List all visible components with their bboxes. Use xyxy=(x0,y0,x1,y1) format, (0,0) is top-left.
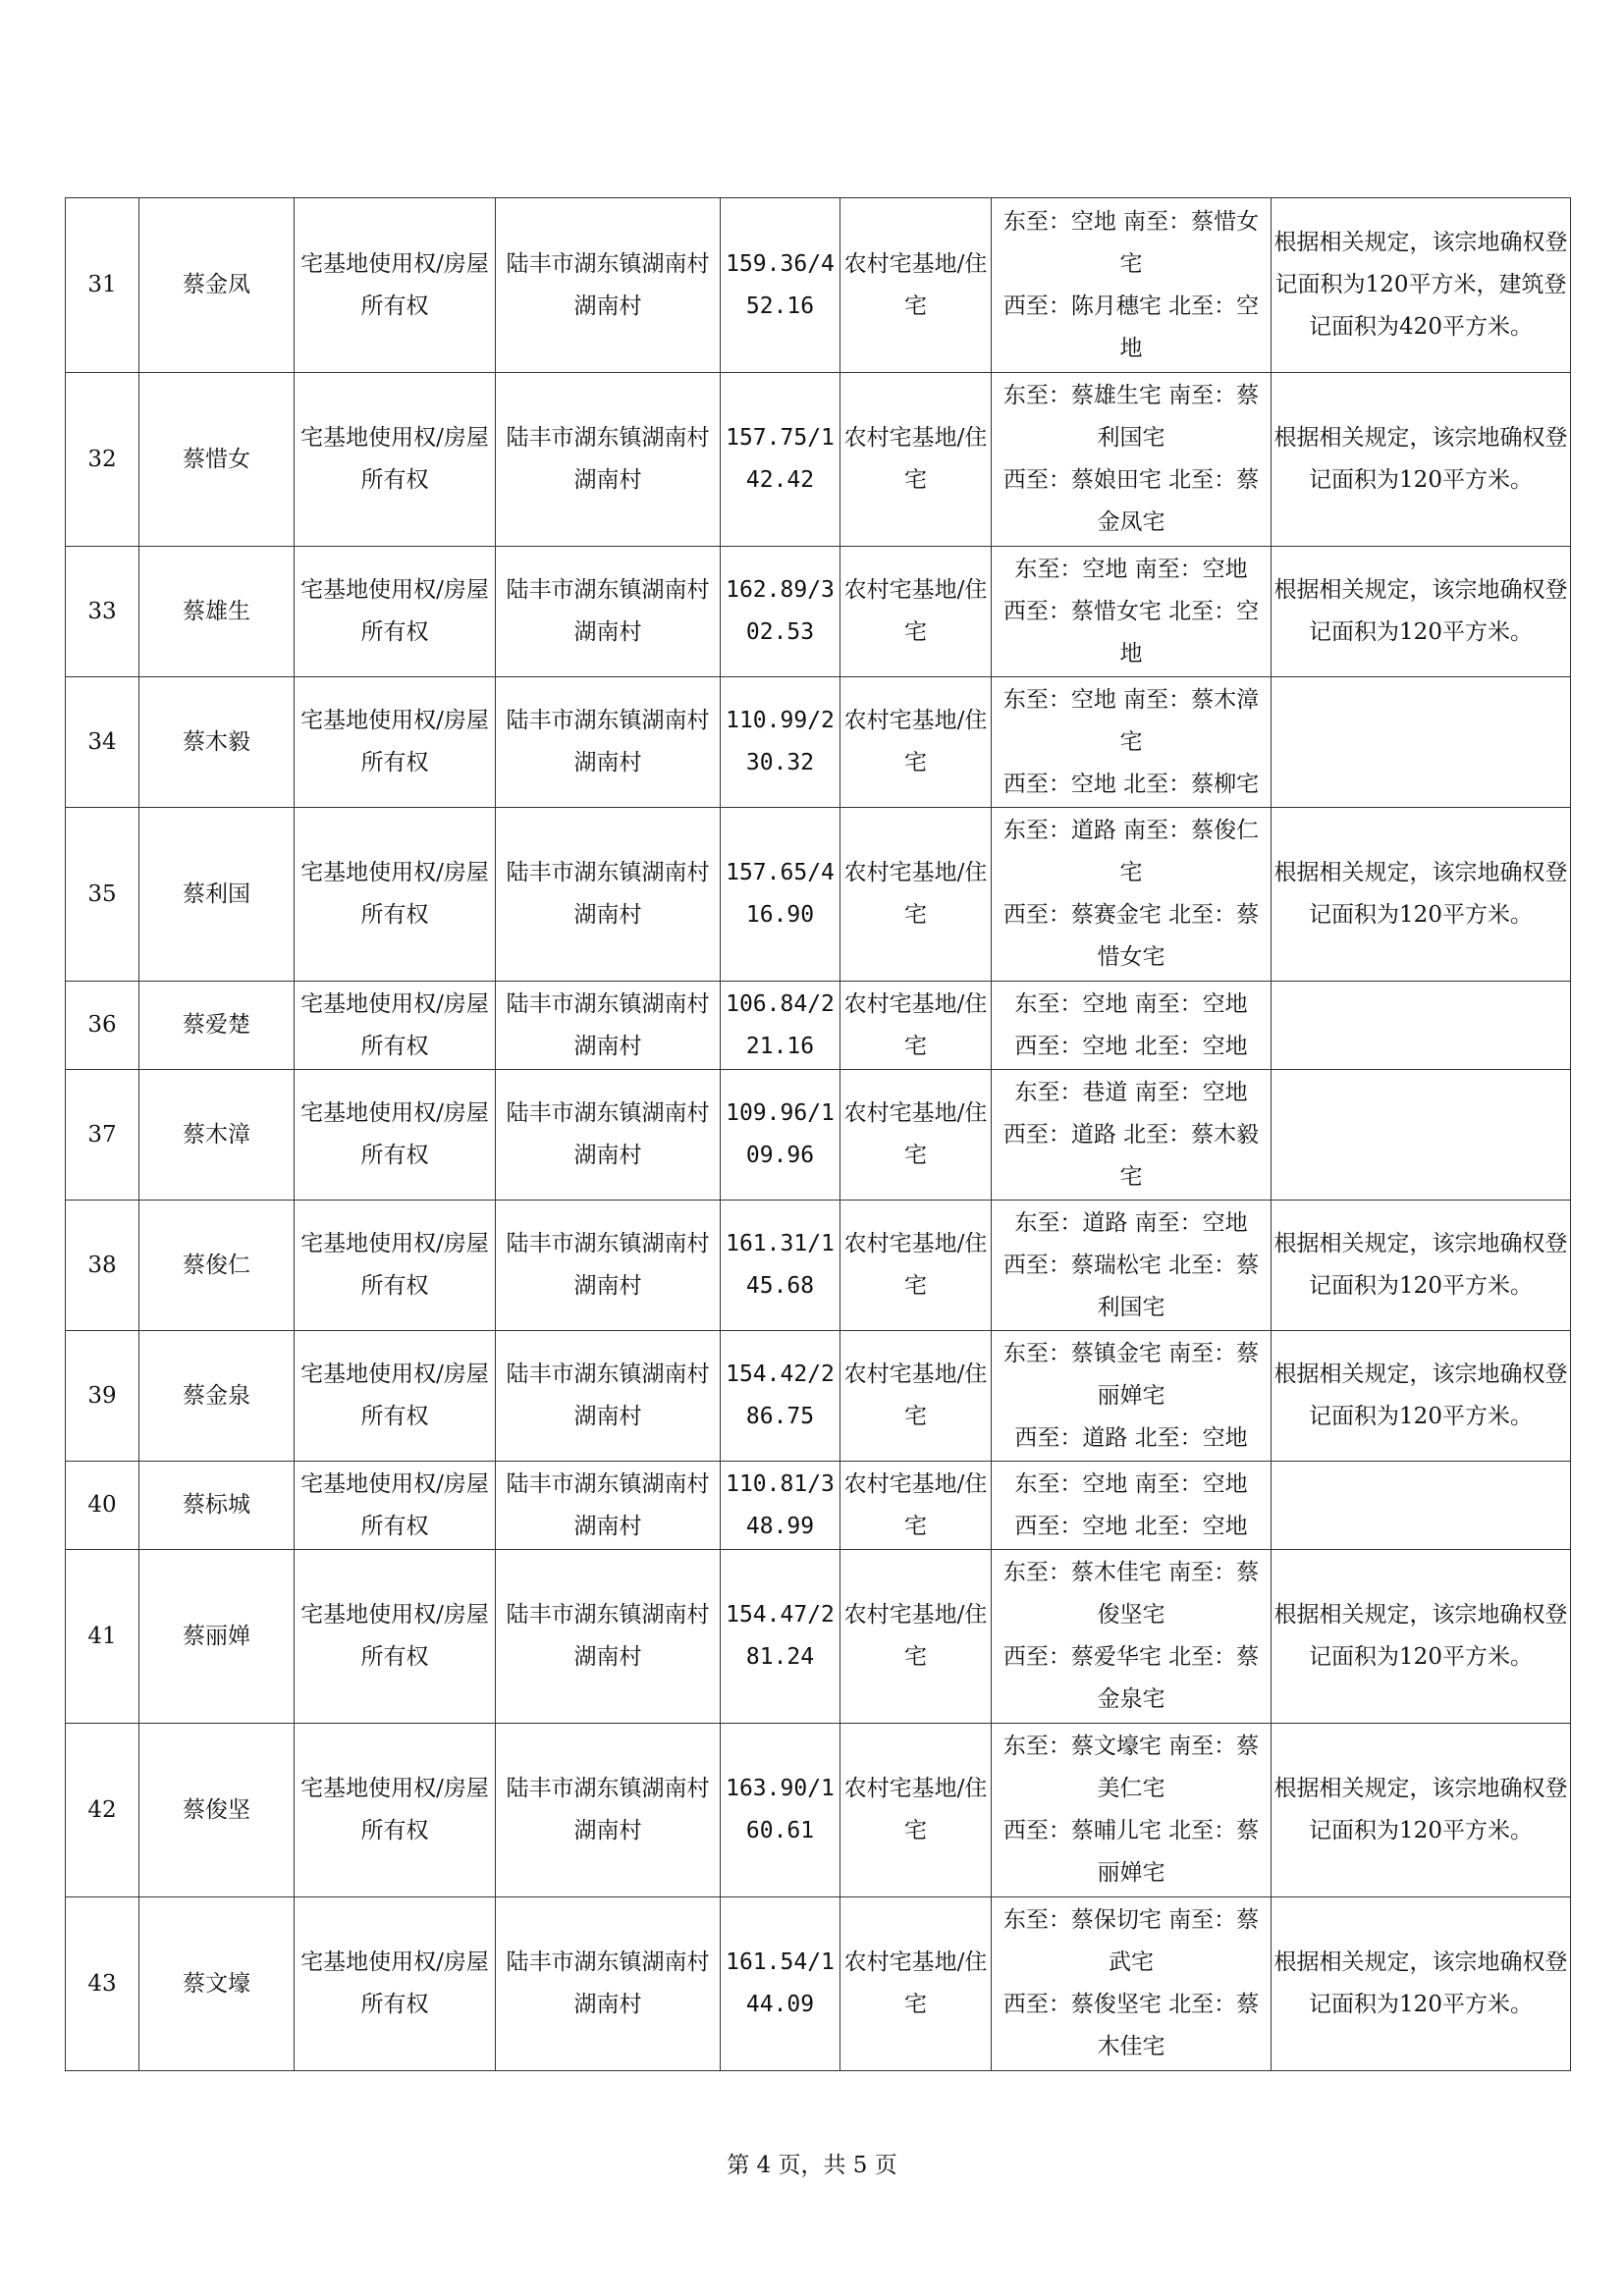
boundary-line: 西至：道路 北至：空地 xyxy=(1014,1424,1248,1451)
area-value: 161.31/145.68 xyxy=(721,1201,840,1331)
remark: 根据相关规定，该宗地确权登记面积为120平方米。 xyxy=(1272,1897,1571,2071)
right-type: 宅基地使用权/房屋所有权 xyxy=(295,982,496,1070)
boundaries xyxy=(992,1550,1272,1724)
land-usage: 农村宅基地/住宅 xyxy=(840,1550,992,1724)
table-row xyxy=(66,198,1571,373)
table-row xyxy=(66,808,1571,982)
area-value: 157.65/416.90 xyxy=(721,808,840,982)
boundary-line: 东至：空地 南至：空地 xyxy=(1014,556,1248,582)
area-value: 109.96/109.96 xyxy=(721,1070,840,1201)
owner-name: 蔡木漳 xyxy=(139,1070,295,1201)
boundaries xyxy=(992,677,1272,808)
boundary-line: 东至：蔡木佳宅 南至：蔡俊坚宅 xyxy=(1002,1560,1260,1628)
boundary-line: 东至：空地 南至：空地 xyxy=(1014,990,1248,1017)
location: 陆丰市湖东镇湖南村湖南村 xyxy=(496,1331,721,1462)
land-usage: 农村宅基地/住宅 xyxy=(840,198,992,373)
land-usage: 农村宅基地/住宅 xyxy=(840,808,992,982)
boundary-line: 西至：蔡爱华宅 北至：蔡金泉宅 xyxy=(1002,1644,1260,1712)
location: 陆丰市湖东镇湖南村湖南村 xyxy=(496,198,721,373)
owner-name: 蔡俊仁 xyxy=(139,1201,295,1331)
area-value: 106.84/221.16 xyxy=(721,982,840,1070)
location: 陆丰市湖东镇湖南村湖南村 xyxy=(496,1897,721,2071)
owner-name: 蔡木毅 xyxy=(139,677,295,808)
row-number: 36 xyxy=(66,982,139,1070)
owner-name: 蔡文壕 xyxy=(139,1897,295,2071)
area-value: 154.42/286.75 xyxy=(721,1331,840,1462)
right-type: 宅基地使用权/房屋所有权 xyxy=(295,1550,496,1724)
land-usage: 农村宅基地/住宅 xyxy=(840,677,992,808)
boundary-line: 西至：蔡俊坚宅 北至：蔡木佳宅 xyxy=(1002,1992,1260,2059)
location: 陆丰市湖东镇湖南村湖南村 xyxy=(496,1201,721,1331)
owner-name: 蔡金凤 xyxy=(139,198,295,373)
boundary-line: 西至：空地 北至：蔡柳宅 xyxy=(1002,771,1260,797)
land-usage: 农村宅基地/住宅 xyxy=(840,1724,992,1897)
area-value: 161.54/144.09 xyxy=(721,1897,840,2071)
right-type: 宅基地使用权/房屋所有权 xyxy=(295,373,496,547)
right-type: 宅基地使用权/房屋所有权 xyxy=(295,198,496,373)
row-number: 35 xyxy=(66,808,139,982)
boundary-line: 东至：道路 南至：蔡俊仁宅 xyxy=(1002,818,1260,885)
land-usage: 农村宅基地/住宅 xyxy=(840,1070,992,1201)
table-row xyxy=(66,373,1571,547)
land-usage: 农村宅基地/住宅 xyxy=(840,1331,992,1462)
boundaries xyxy=(992,547,1272,677)
boundary-line: 东至：巷道 南至：空地 xyxy=(1014,1079,1248,1105)
right-type: 宅基地使用权/房屋所有权 xyxy=(295,1724,496,1897)
boundary-line: 东至：蔡镇金宅 南至：蔡丽婵宅 xyxy=(1002,1340,1260,1409)
table-row xyxy=(66,1201,1571,1331)
boundary-line: 西至：蔡惜女宅 北至：空地 xyxy=(1002,598,1260,667)
boundaries xyxy=(992,1724,1272,1897)
remark: 根据相关规定，该宗地确权登记面积为120平方米。 xyxy=(1272,373,1571,547)
boundary-line: 东至：道路 南至：空地 xyxy=(1014,1209,1248,1236)
remark xyxy=(1272,677,1571,808)
location: 陆丰市湖东镇湖南村湖南村 xyxy=(496,808,721,982)
area-value: 162.89/302.53 xyxy=(721,547,840,677)
table-row xyxy=(66,1897,1571,2071)
remark xyxy=(1272,982,1571,1070)
remark: 根据相关规定，该宗地确权登记面积为120平方米。 xyxy=(1272,1201,1571,1331)
right-type: 宅基地使用权/房屋所有权 xyxy=(295,547,496,677)
area-value: 110.99/230.32 xyxy=(721,677,840,808)
remark xyxy=(1272,1070,1571,1201)
right-type: 宅基地使用权/房屋所有权 xyxy=(295,1462,496,1550)
land-usage: 农村宅基地/住宅 xyxy=(840,982,992,1070)
boundaries xyxy=(992,1897,1272,2071)
boundaries xyxy=(992,808,1272,982)
area-value: 110.81/348.99 xyxy=(721,1462,840,1550)
remark: 根据相关规定，该宗地确权登记面积为120平方米。 xyxy=(1272,1724,1571,1897)
row-number: 37 xyxy=(66,1070,139,1201)
table-row xyxy=(66,1550,1571,1724)
location: 陆丰市湖东镇湖南村湖南村 xyxy=(496,1070,721,1201)
boundary-line: 东至：蔡文壕宅 南至：蔡美仁宅 xyxy=(1002,1734,1260,1801)
location: 陆丰市湖东镇湖南村湖南村 xyxy=(496,547,721,677)
row-number: 40 xyxy=(66,1462,139,1550)
table-row xyxy=(66,547,1571,677)
table-row xyxy=(66,982,1571,1070)
owner-name: 蔡爱楚 xyxy=(139,982,295,1070)
area-value: 163.90/160.61 xyxy=(721,1724,840,1897)
row-number: 42 xyxy=(66,1724,139,1897)
row-number: 41 xyxy=(66,1550,139,1724)
owner-name: 蔡标城 xyxy=(139,1462,295,1550)
owner-name: 蔡利国 xyxy=(139,808,295,982)
land-usage: 农村宅基地/住宅 xyxy=(840,547,992,677)
owner-name: 蔡惜女 xyxy=(139,373,295,547)
boundaries xyxy=(992,1462,1272,1550)
table-row xyxy=(66,677,1571,808)
boundaries xyxy=(992,373,1272,547)
remark: 根据相关规定，该宗地确权登记面积为120平方米，建筑登记面积为420平方米。 xyxy=(1272,198,1571,373)
owner-name: 蔡丽婵 xyxy=(139,1550,295,1724)
land-usage: 农村宅基地/住宅 xyxy=(840,373,992,547)
row-number: 31 xyxy=(66,198,139,373)
right-type: 宅基地使用权/房屋所有权 xyxy=(295,1331,496,1462)
right-type: 宅基地使用权/房屋所有权 xyxy=(295,1070,496,1201)
boundary-line: 东至：蔡雄生宅 南至：蔡利国宅 xyxy=(1002,383,1260,451)
location: 陆丰市湖东镇湖南村湖南村 xyxy=(496,373,721,547)
boundaries xyxy=(992,982,1272,1070)
location: 陆丰市湖东镇湖南村湖南村 xyxy=(496,1550,721,1724)
boundary-line: 西至：蔡瑞松宅 北至：蔡利国宅 xyxy=(1002,1252,1260,1320)
owner-name: 蔡雄生 xyxy=(139,547,295,677)
location: 陆丰市湖东镇湖南村湖南村 xyxy=(496,1724,721,1897)
boundary-line: 东至：蔡保切宅 南至：蔡武宅 xyxy=(1002,1907,1260,1975)
boundary-line: 西至：空地 北至：空地 xyxy=(1014,1513,1248,1539)
right-type: 宅基地使用权/房屋所有权 xyxy=(295,1897,496,2071)
owner-name: 蔡金泉 xyxy=(139,1331,295,1462)
boundary-line: 西至：道路 北至：蔡木毅宅 xyxy=(1002,1121,1260,1190)
area-value: 159.36/452.16 xyxy=(721,198,840,373)
table-row xyxy=(66,1724,1571,1897)
table-row xyxy=(66,1331,1571,1462)
land-usage: 农村宅基地/住宅 xyxy=(840,1897,992,2071)
boundaries xyxy=(992,1070,1272,1201)
boundary-line: 西至：蔡晡儿宅 北至：蔡丽婵宅 xyxy=(1002,1818,1260,1886)
remark: 根据相关规定，该宗地确权登记面积为120平方米。 xyxy=(1272,547,1571,677)
boundary-line: 东至：空地 南至：空地 xyxy=(1014,1470,1248,1497)
row-number: 39 xyxy=(66,1331,139,1462)
remark: 根据相关规定，该宗地确权登记面积为120平方米。 xyxy=(1272,808,1571,982)
boundary-line: 西至：陈月穗宅 北至：空地 xyxy=(1002,293,1260,361)
row-number: 34 xyxy=(66,677,139,808)
land-usage: 农村宅基地/住宅 xyxy=(840,1201,992,1331)
boundary-line: 西至：蔡赛金宅 北至：蔡惜女宅 xyxy=(1002,902,1260,970)
row-number: 43 xyxy=(66,1897,139,2071)
remark: 根据相关规定，该宗地确权登记面积为120平方米。 xyxy=(1272,1331,1571,1462)
area-value: 157.75/142.42 xyxy=(721,373,840,547)
row-number: 38 xyxy=(66,1201,139,1331)
row-number: 33 xyxy=(66,547,139,677)
boundaries xyxy=(992,198,1272,373)
boundary-line: 东至：空地 南至：蔡惜女宅 xyxy=(1002,208,1260,277)
boundary-line: 西至：空地 北至：空地 xyxy=(1014,1033,1248,1059)
page-footer: 第 4 页，共 5 页 xyxy=(727,2153,897,2178)
table-row xyxy=(66,1462,1571,1550)
remark xyxy=(1272,1462,1571,1550)
boundaries xyxy=(992,1201,1272,1331)
boundary-line: 西至：蔡娘田宅 北至：蔡金凤宅 xyxy=(1002,467,1260,535)
location: 陆丰市湖东镇湖南村湖南村 xyxy=(496,982,721,1070)
table-body xyxy=(66,198,1571,2071)
right-type: 宅基地使用权/房屋所有权 xyxy=(295,677,496,808)
right-type: 宅基地使用权/房屋所有权 xyxy=(295,1201,496,1331)
owner-name: 蔡俊坚 xyxy=(139,1724,295,1897)
area-value: 154.47/281.24 xyxy=(721,1550,840,1724)
row-number: 32 xyxy=(66,373,139,547)
table-row xyxy=(66,1070,1571,1201)
boundary-line: 东至：空地 南至：蔡木漳宅 xyxy=(1002,686,1260,755)
registration-table xyxy=(65,197,1571,2071)
right-type: 宅基地使用权/房屋所有权 xyxy=(295,808,496,982)
land-usage: 农村宅基地/住宅 xyxy=(840,1462,992,1550)
boundaries xyxy=(992,1331,1272,1462)
location: 陆丰市湖东镇湖南村湖南村 xyxy=(496,1462,721,1550)
remark: 根据相关规定，该宗地确权登记面积为120平方米。 xyxy=(1272,1550,1571,1724)
location: 陆丰市湖东镇湖南村湖南村 xyxy=(496,677,721,808)
